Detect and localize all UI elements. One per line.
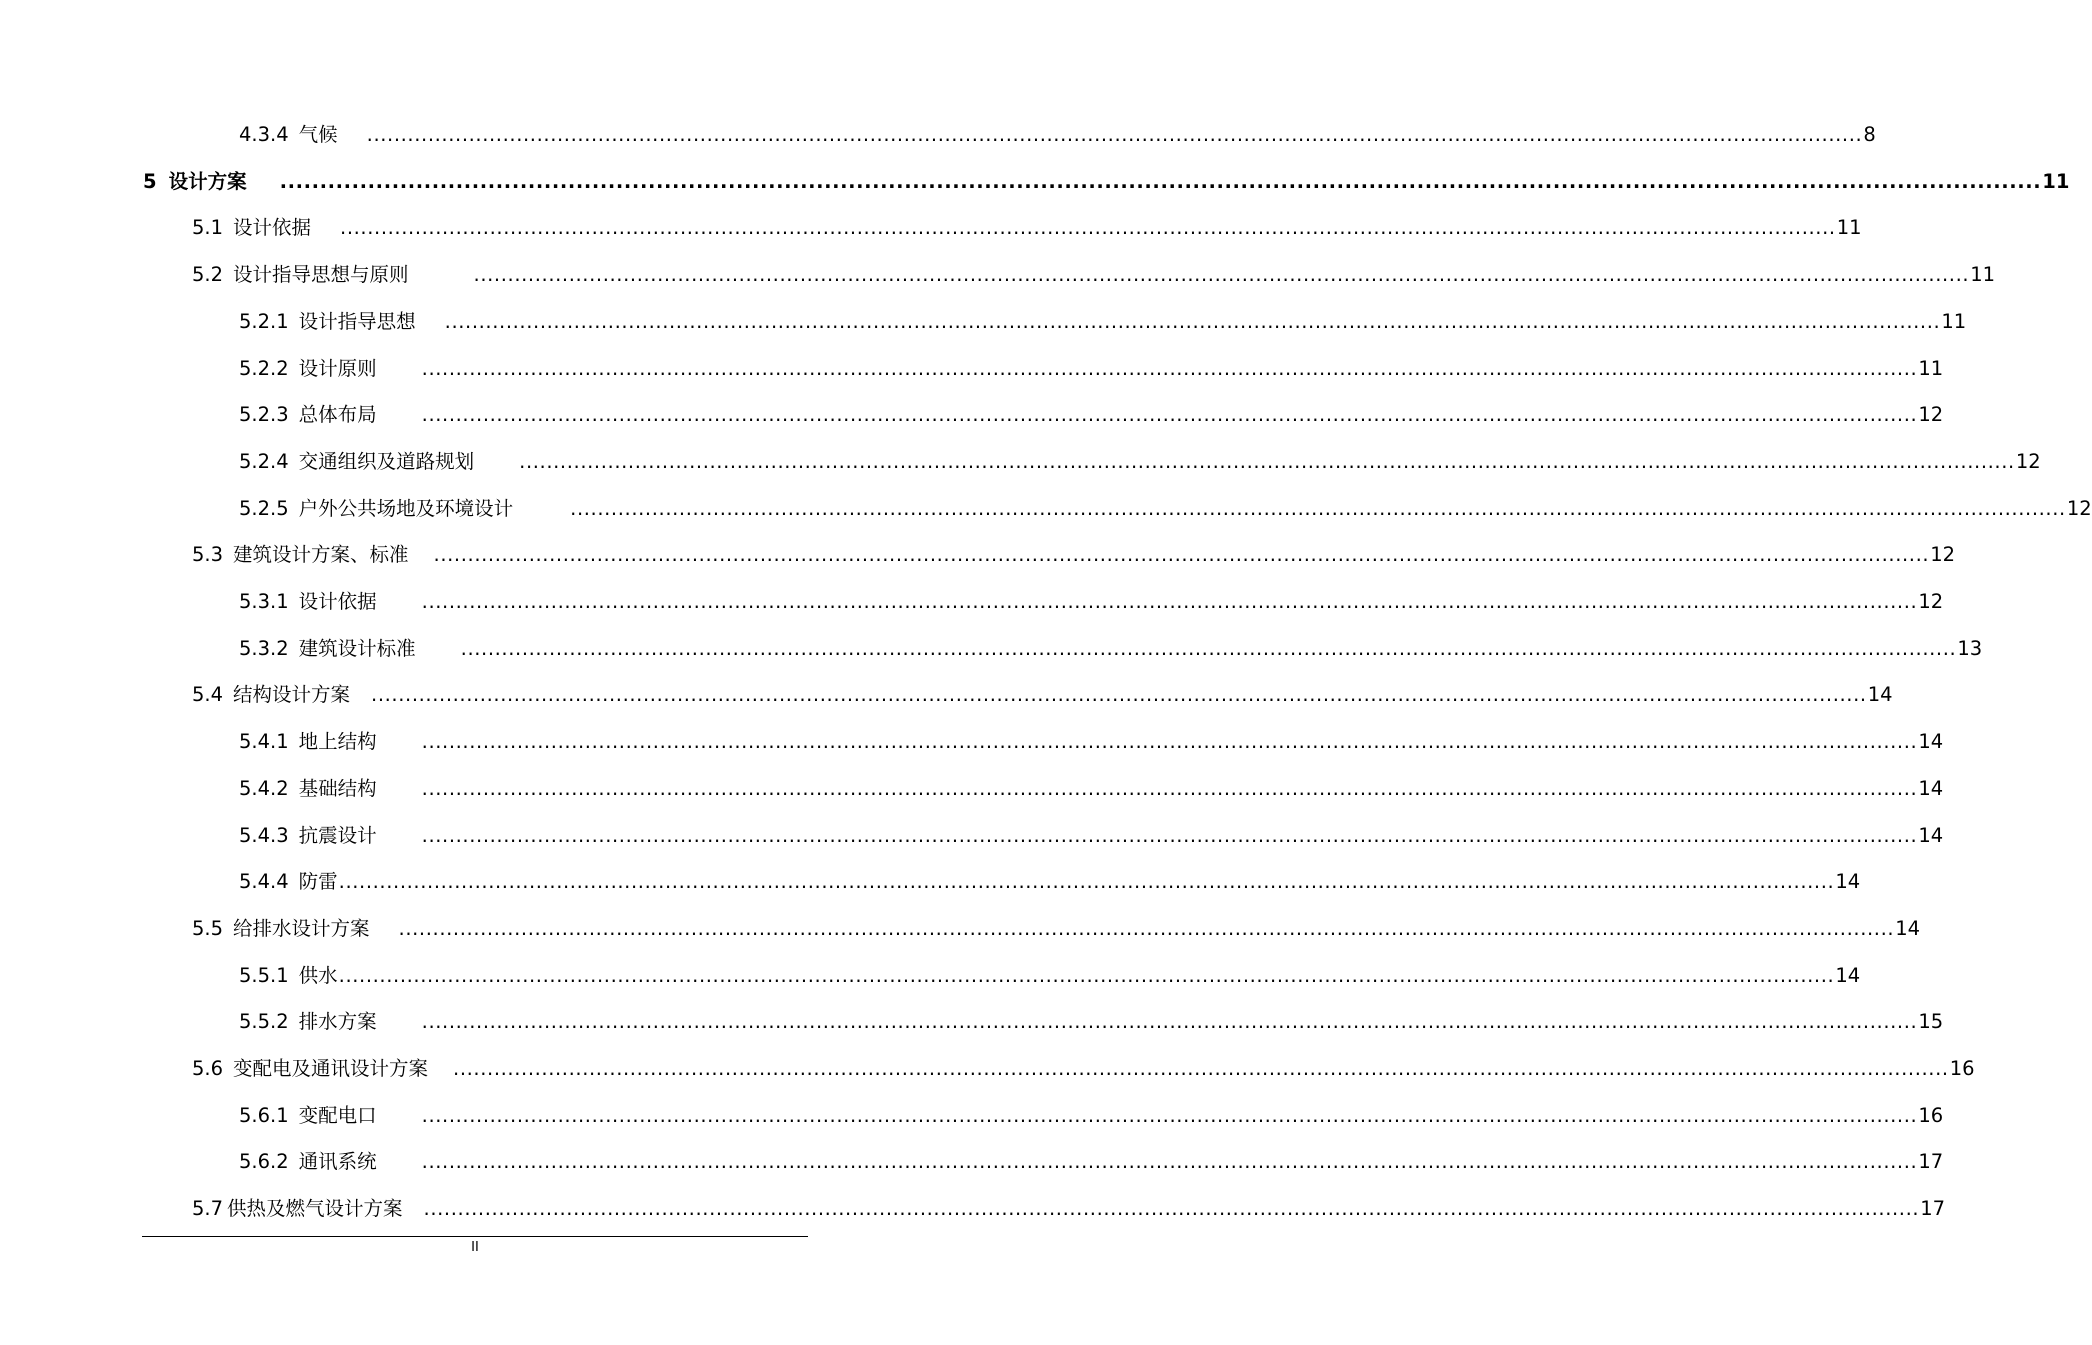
toc-entry-number: 5.4	[192, 683, 224, 707]
toc-entry-title: 防雷	[298, 870, 338, 894]
toc-entry[interactable]	[192, 542, 1956, 568]
toc-entry-number: 4.3.4	[239, 123, 289, 146]
toc-entry[interactable]	[239, 963, 1861, 989]
toc-entry-number: 5.4.2	[239, 776, 289, 800]
toc-entry[interactable]	[239, 776, 1944, 802]
toc-entry[interactable]	[239, 449, 2041, 475]
toc-entry[interactable]	[239, 402, 1944, 428]
toc-entry-title: 设计依据	[298, 590, 377, 613]
toc-entry-title: 设计方案	[168, 169, 247, 193]
toc-entry-number: 5.5.2	[239, 1010, 289, 1034]
toc-entry-title: 结构设计方案	[233, 683, 351, 707]
toc-entry[interactable]	[192, 916, 1921, 942]
toc-entry[interactable]	[239, 1009, 1944, 1035]
toc-entry-page: 17	[1918, 1150, 1944, 1174]
toc-entry-page: 12	[2015, 449, 2041, 473]
toc-entry-page: 12	[1930, 543, 1956, 567]
toc-dot-leader: ............................................................................................................................................................................................................................	[421, 1010, 1918, 1034]
toc-entry-number: 5.4.3	[239, 823, 289, 847]
toc-dot-leader: ............................................................................................................................................................................................................................	[570, 496, 2066, 520]
toc-dot-leader: ............................................................................................................................................................................................................................	[338, 870, 1835, 894]
toc-entry-number: 5.6.2	[239, 1150, 289, 1174]
toc-entry-page: 11	[1941, 309, 1967, 333]
toc-entry-page: 14	[1895, 916, 1921, 940]
toc-dot-leader: ............................................................................................................................................................................................................................	[371, 683, 1867, 707]
toc-entry-title: 基础结构	[298, 776, 377, 800]
toc-entry-page: 14	[1867, 683, 1893, 707]
toc-dot-leader: ............................................................................................................................................................................................................................	[366, 123, 1863, 146]
footer-page-number: II	[471, 1240, 479, 1255]
toc-entry-page: 15	[1918, 1010, 1944, 1034]
toc-entry-page: 16	[1949, 1057, 1975, 1080]
toc-entry[interactable]	[239, 589, 1944, 615]
toc-entry-page: 12	[2066, 496, 2092, 520]
toc-dot-leader: ............................................................................................................................................................................................................................	[433, 543, 1930, 567]
toc-entry-page: 11	[1836, 216, 1862, 240]
toc-dot-leader: ............................................................................................................................................................................................................................	[519, 449, 2015, 473]
toc-entry-title: 设计指导思想与原则	[233, 263, 409, 287]
toc-entry[interactable]	[239, 869, 1861, 895]
toc-entry-title: 设计原则	[298, 356, 377, 380]
toc-entry-number: 5.7	[192, 1197, 224, 1221]
toc-entry-number: 5.2	[192, 263, 224, 287]
toc-entry-title: 变配电及通讯设计方案	[233, 1057, 429, 1080]
toc-entry-title: 地上结构	[298, 730, 377, 754]
toc-entry[interactable]	[192, 215, 1862, 241]
toc-entry-number: 5.1	[192, 216, 224, 240]
toc-entry[interactable]	[192, 262, 1996, 288]
toc-dot-leader: ............................................................................................................................................................................................................................	[279, 169, 2042, 193]
toc-entry-title: 通讯系统	[298, 1150, 377, 1174]
toc-entry-page: 14	[1835, 870, 1861, 894]
toc-entry[interactable]	[239, 636, 1983, 662]
toc-dot-leader: ............................................................................................................................................................................................................................	[421, 1150, 1918, 1174]
toc-entry-number: 5.4.1	[239, 730, 289, 754]
toc-entry-number: 5.3	[192, 543, 224, 567]
toc-entry-title: 交通组织及道路规划	[298, 449, 475, 473]
toc-entry-page: 17	[1920, 1197, 1946, 1221]
toc-entry[interactable]	[239, 496, 2092, 522]
toc-entry[interactable]	[192, 1056, 1975, 1082]
toc-entry[interactable]	[239, 122, 1876, 148]
toc-dot-leader: ............................................................................................................................................................................................................................	[421, 356, 1918, 380]
toc-entry-number: 5.2.4	[239, 449, 289, 473]
toc-entry-page: 12	[1918, 590, 1944, 613]
toc-entry-title: 总体布局	[298, 403, 377, 427]
toc-entry-title: 抗震设计	[298, 823, 377, 847]
toc-entry-number: 5.3.1	[239, 590, 289, 613]
toc-entry-title: 供水	[298, 963, 338, 987]
toc-entry-title: 户外公共场地及环境设计	[298, 496, 514, 520]
toc-entry[interactable]	[239, 1103, 1944, 1129]
toc-dot-leader: ............................................................................................................................................................................................................................	[453, 1057, 1949, 1080]
toc-entry-page: 14	[1918, 823, 1944, 847]
toc-entry-number: 5	[143, 169, 157, 193]
toc-entry-page: 14	[1835, 963, 1861, 987]
toc-dot-leader: ............................................................................................................................................................................................................................	[421, 403, 1918, 427]
toc-entry[interactable]	[239, 1149, 1944, 1175]
toc-entry[interactable]	[192, 1196, 1946, 1222]
footer-divider	[142, 1236, 808, 1237]
toc-entry[interactable]	[239, 309, 1967, 335]
toc-dot-leader: ............................................................................................................................................................................................................................	[421, 823, 1918, 847]
toc-entry-page: 14	[1918, 776, 1944, 800]
toc-entry-title: 排水方案	[298, 1010, 377, 1034]
toc-entry-number: 5.2.3	[239, 403, 289, 427]
toc-entry-page: 11	[1970, 263, 1996, 287]
toc-entry-title: 建筑设计方案、标准	[233, 543, 409, 567]
toc-entry-title: 给排水设计方案	[233, 916, 370, 940]
toc-entry[interactable]	[239, 823, 1944, 849]
toc-entry[interactable]	[192, 682, 1893, 708]
toc-entry-title: 设计指导思想	[298, 309, 416, 333]
toc-entry-page: 11	[1918, 356, 1944, 380]
toc-entry-page: 11	[2042, 169, 2070, 193]
toc-dot-leader: ............................................................................................................................................................................................................................	[460, 636, 1957, 660]
toc-entry[interactable]	[239, 356, 1944, 382]
toc-entry-page: 8	[1863, 123, 1876, 146]
toc-entry[interactable]	[143, 169, 2070, 195]
toc-dot-leader: ............................................................................................................................................................................................................................	[421, 730, 1918, 754]
toc-dot-leader: ............................................................................................................................................................................................................................	[421, 776, 1918, 800]
toc-entry-number: 5.2.5	[239, 496, 289, 520]
toc-entry-title: 供热及燃气设计方案	[227, 1197, 403, 1221]
toc-dot-leader: ............................................................................................................................................................................................................................	[444, 309, 1941, 333]
toc-entry-page: 16	[1918, 1103, 1944, 1127]
toc-entry-number: 5.5	[192, 916, 224, 940]
toc-entry-title: 变配电口	[298, 1103, 377, 1127]
toc-entry-title: 设计依据	[233, 216, 312, 240]
toc-dot-leader: ............................................................................................................................................................................................................................	[423, 1197, 1920, 1221]
toc-entry[interactable]	[239, 729, 1944, 755]
toc-entry-number: 5.6.1	[239, 1103, 289, 1127]
toc-dot-leader: ............................................................................................................................................................................................................................	[340, 216, 1836, 240]
toc-entry-page: 12	[1918, 403, 1944, 427]
toc-entry-number: 5.2.1	[239, 309, 289, 333]
toc-entry-number: 5.3.2	[239, 636, 289, 660]
toc-dot-leader: ............................................................................................................................................................................................................................	[421, 590, 1918, 613]
toc-entry-page: 13	[1957, 636, 1983, 660]
toc-dot-leader: ............................................................................................................................................................................................................................	[338, 963, 1835, 987]
toc-entry-page: 14	[1918, 730, 1944, 754]
toc-entry-title: 建筑设计标准	[298, 636, 416, 660]
toc-dot-leader: ............................................................................................................................................................................................................................	[398, 916, 1895, 940]
toc-entry-title: 气候	[298, 123, 338, 146]
toc-entry-number: 5.5.1	[239, 963, 289, 987]
toc-entry-number: 5.4.4	[239, 870, 289, 894]
toc-entry-number: 5.2.2	[239, 356, 289, 380]
toc-entry-number: 5.6	[192, 1057, 224, 1080]
toc-dot-leader: ............................................................................................................................................................................................................................	[473, 263, 1970, 287]
toc-dot-leader: ............................................................................................................................................................................................................................	[421, 1103, 1918, 1127]
